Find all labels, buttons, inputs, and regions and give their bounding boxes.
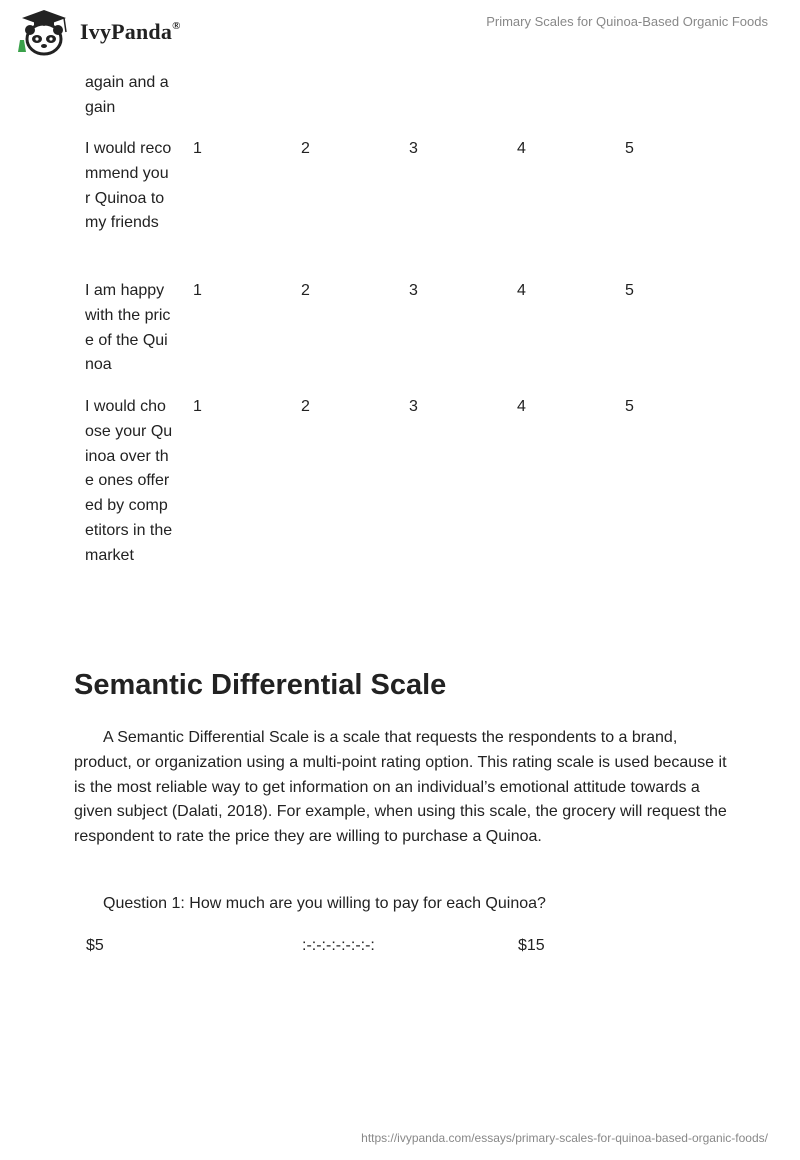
scale-marks: :-:-:-:-:-:-:-: [302,937,375,954]
document-title: Primary Scales for Quinoa-Based Organic Foods [486,14,768,29]
row-label: I am happy with the price of the Quinoa [85,282,171,374]
rating-value: 1 [193,140,202,157]
rating-value: 3 [409,140,418,157]
rating-value: 4 [517,282,526,299]
row-label: again and again [85,74,169,116]
section-heading: Semantic Differential Scale [74,669,447,701]
brand-logo[interactable] [14,8,181,56]
body-paragraph: A Semantic Differential Scale is a scale that requests the respondents to a brand, product, or organization using a multi-point rating option. This rating scale is used because it is the most reliable way to get information on an individual’s emotional attitude towards a given subject (Dalati, 2018). For example, when using this scale, the grocery will request the respondent to rate the price they are willing to purchase a Quinoa. [74,729,727,846]
rating-value: 3 [409,282,418,299]
rating-value: 1 [193,282,202,299]
rating-value: 2 [301,140,310,157]
question-text: Question 1: How much are you willing to pay for each Quinoa? [103,895,546,912]
rating-value: 4 [517,398,526,415]
row-label: I would recommend your Quinoa to my friends [85,140,172,232]
rating-value: 4 [517,140,526,157]
rating-value: 1 [193,398,202,415]
rating-value: 2 [301,282,310,299]
scale-left-anchor: $5 [86,937,104,954]
rating-value: 5 [625,140,634,157]
rating-value: 3 [409,398,418,415]
scale-right-anchor: $15 [518,937,545,954]
source-url-link[interactable]: https://ivypanda.com/essays/primary-scales-for-quinoa-based-organic-foods/ [361,1131,768,1145]
panda-mascot-icon [14,8,74,56]
row-label: I would choose your Quinoa over the ones offered by competitors in the market [85,398,173,564]
brand-name: IvyPanda® [80,19,181,44]
rating-value: 5 [625,282,634,299]
rating-value: 5 [625,398,634,415]
rating-value: 2 [301,398,310,415]
